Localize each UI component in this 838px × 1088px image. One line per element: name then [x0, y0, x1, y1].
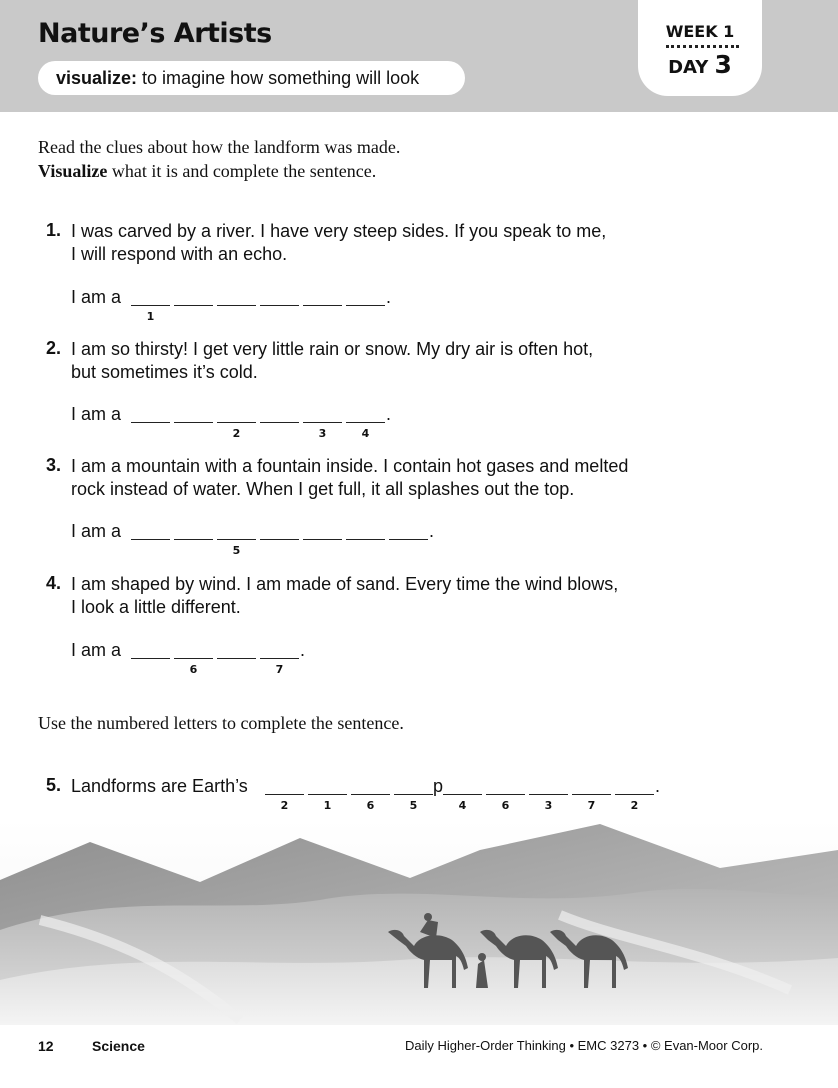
question-2-number: 2.	[46, 338, 62, 358]
answer-blank[interactable]	[174, 539, 213, 540]
answer-blank[interactable]	[615, 794, 654, 795]
answer-blank[interactable]	[174, 422, 213, 423]
answer-blank[interactable]	[217, 539, 256, 540]
answer-blank[interactable]	[217, 422, 256, 423]
answer-blank[interactable]	[131, 422, 170, 423]
letter-number-label: 4	[361, 427, 370, 440]
week-label: WEEK 1	[665, 22, 735, 41]
answer-blank[interactable]	[346, 305, 385, 306]
answer-blank[interactable]	[572, 794, 611, 795]
answer-blank[interactable]	[529, 794, 568, 795]
letter-number-label: 3	[318, 427, 327, 440]
dotted-divider	[666, 45, 739, 48]
vocab-term: visualize:	[56, 68, 138, 88]
answer-blank[interactable]	[131, 658, 170, 659]
sentence-period: .	[429, 521, 435, 541]
subject-label: Science	[92, 1038, 145, 1054]
answer-blank[interactable]	[174, 658, 213, 659]
instructions-bold-word: Visualize	[38, 161, 108, 181]
answer-blank[interactable]	[351, 794, 390, 795]
answer-blank[interactable]	[217, 305, 256, 306]
letter-number-label: 6	[501, 799, 510, 812]
page-title: Nature’s Artists	[38, 18, 272, 49]
week-day-tab	[638, 0, 762, 96]
desert-illustration	[0, 820, 838, 1025]
question-5-number: 5.	[46, 775, 62, 795]
answer-blank[interactable]	[260, 658, 299, 659]
question-3-number: 3.	[46, 455, 62, 475]
page-number: 12	[38, 1038, 54, 1054]
sentence-period: .	[386, 287, 392, 307]
question-1-line-1: I was carved by a river. I have very steep sides. If you speak to me,	[71, 221, 607, 241]
answer-blank[interactable]	[486, 794, 525, 795]
answer-blank[interactable]	[394, 794, 433, 795]
answer-blank[interactable]	[260, 539, 299, 540]
day-label	[638, 50, 762, 79]
letter-number-label: 5	[409, 799, 418, 812]
answer-prefix: I am a	[71, 404, 122, 424]
question-1-answer	[71, 286, 671, 326]
letter-number-label: 6	[366, 799, 375, 812]
answer-blank[interactable]	[303, 422, 342, 423]
letter-number-label: 1	[323, 799, 332, 812]
question-2-line-1: I am so thirsty! I get very little rain or snow. My dry air is often hot,	[71, 339, 594, 359]
question-4-number: 4.	[46, 573, 62, 593]
answer-blank[interactable]	[131, 539, 170, 540]
sentence-period: .	[386, 404, 392, 424]
question-1-number: 1.	[46, 220, 62, 240]
final-instructions: Use the numbered letters to complete the sentence.	[38, 713, 404, 733]
answer-blank[interactable]	[131, 305, 170, 306]
day-number: 3	[714, 50, 732, 79]
answer-blank[interactable]	[308, 794, 347, 795]
footer	[0, 1038, 838, 1058]
vocabulary-box	[38, 61, 465, 95]
sentence-period: .	[300, 640, 306, 660]
question-2-line-2: but sometimes it’s cold.	[71, 362, 258, 382]
answer-blank[interactable]	[443, 794, 482, 795]
answer-blank[interactable]	[303, 539, 342, 540]
letter-number-label: 2	[280, 799, 289, 812]
letter-number-label: 2	[232, 427, 241, 440]
answer-blank[interactable]	[260, 422, 299, 423]
question-2-answer	[71, 403, 671, 443]
answer-blank[interactable]	[346, 422, 385, 423]
letter-number-label: 5	[232, 544, 241, 557]
answer-prefix: I am a	[71, 640, 122, 660]
given-letter: p	[433, 776, 444, 796]
question-3-line-1: I am a mountain with a fountain inside. I contain hot gases and melted	[71, 456, 629, 476]
letter-number-label: 6	[189, 663, 198, 676]
answer-blank[interactable]	[217, 658, 256, 659]
letter-number-label: 2	[630, 799, 639, 812]
letter-number-label: 1	[146, 310, 155, 323]
question-3-answer	[71, 520, 671, 560]
question-4-line-2: I look a little different.	[71, 597, 241, 617]
letter-number-label: 7	[587, 799, 596, 812]
answer-blank[interactable]	[303, 305, 342, 306]
publisher-credit: Daily Higher-Order Thinking • EMC 3273 • © Evan-Moor Corp.	[404, 1038, 763, 1053]
letter-number-label: 4	[458, 799, 467, 812]
question-4-line-1: I am shaped by wind. I am made of sand. Every time the wind blows,	[71, 574, 619, 594]
letter-number-label: 3	[544, 799, 553, 812]
answer-prefix: I am a	[71, 521, 122, 541]
answer-prefix: I am a	[71, 287, 122, 307]
answer-blank[interactable]	[174, 305, 213, 306]
instructions-line-1: Read the clues about how the landform was made.	[38, 137, 401, 157]
answer-blank[interactable]	[265, 794, 304, 795]
vocab-definition: to imagine how something will look	[137, 68, 420, 88]
letter-number-label: 7	[275, 663, 284, 676]
question-5-answer	[71, 775, 671, 815]
day-word: DAY	[668, 57, 715, 78]
question-3-line-2: rock instead of water. When I get full, it all splashes out the top.	[71, 479, 575, 499]
answer-blank[interactable]	[346, 539, 385, 540]
answer-blank[interactable]	[389, 539, 428, 540]
question-1-line-2: I will respond with an echo.	[71, 244, 288, 264]
instructions-line-2: what it is and complete the sentence.	[107, 161, 377, 181]
instructions	[38, 135, 400, 183]
question-4-answer	[71, 639, 671, 679]
sentence-period: .	[655, 776, 661, 796]
final-prefix: Landforms are Earth’s	[71, 776, 248, 796]
answer-blank[interactable]	[260, 305, 299, 306]
